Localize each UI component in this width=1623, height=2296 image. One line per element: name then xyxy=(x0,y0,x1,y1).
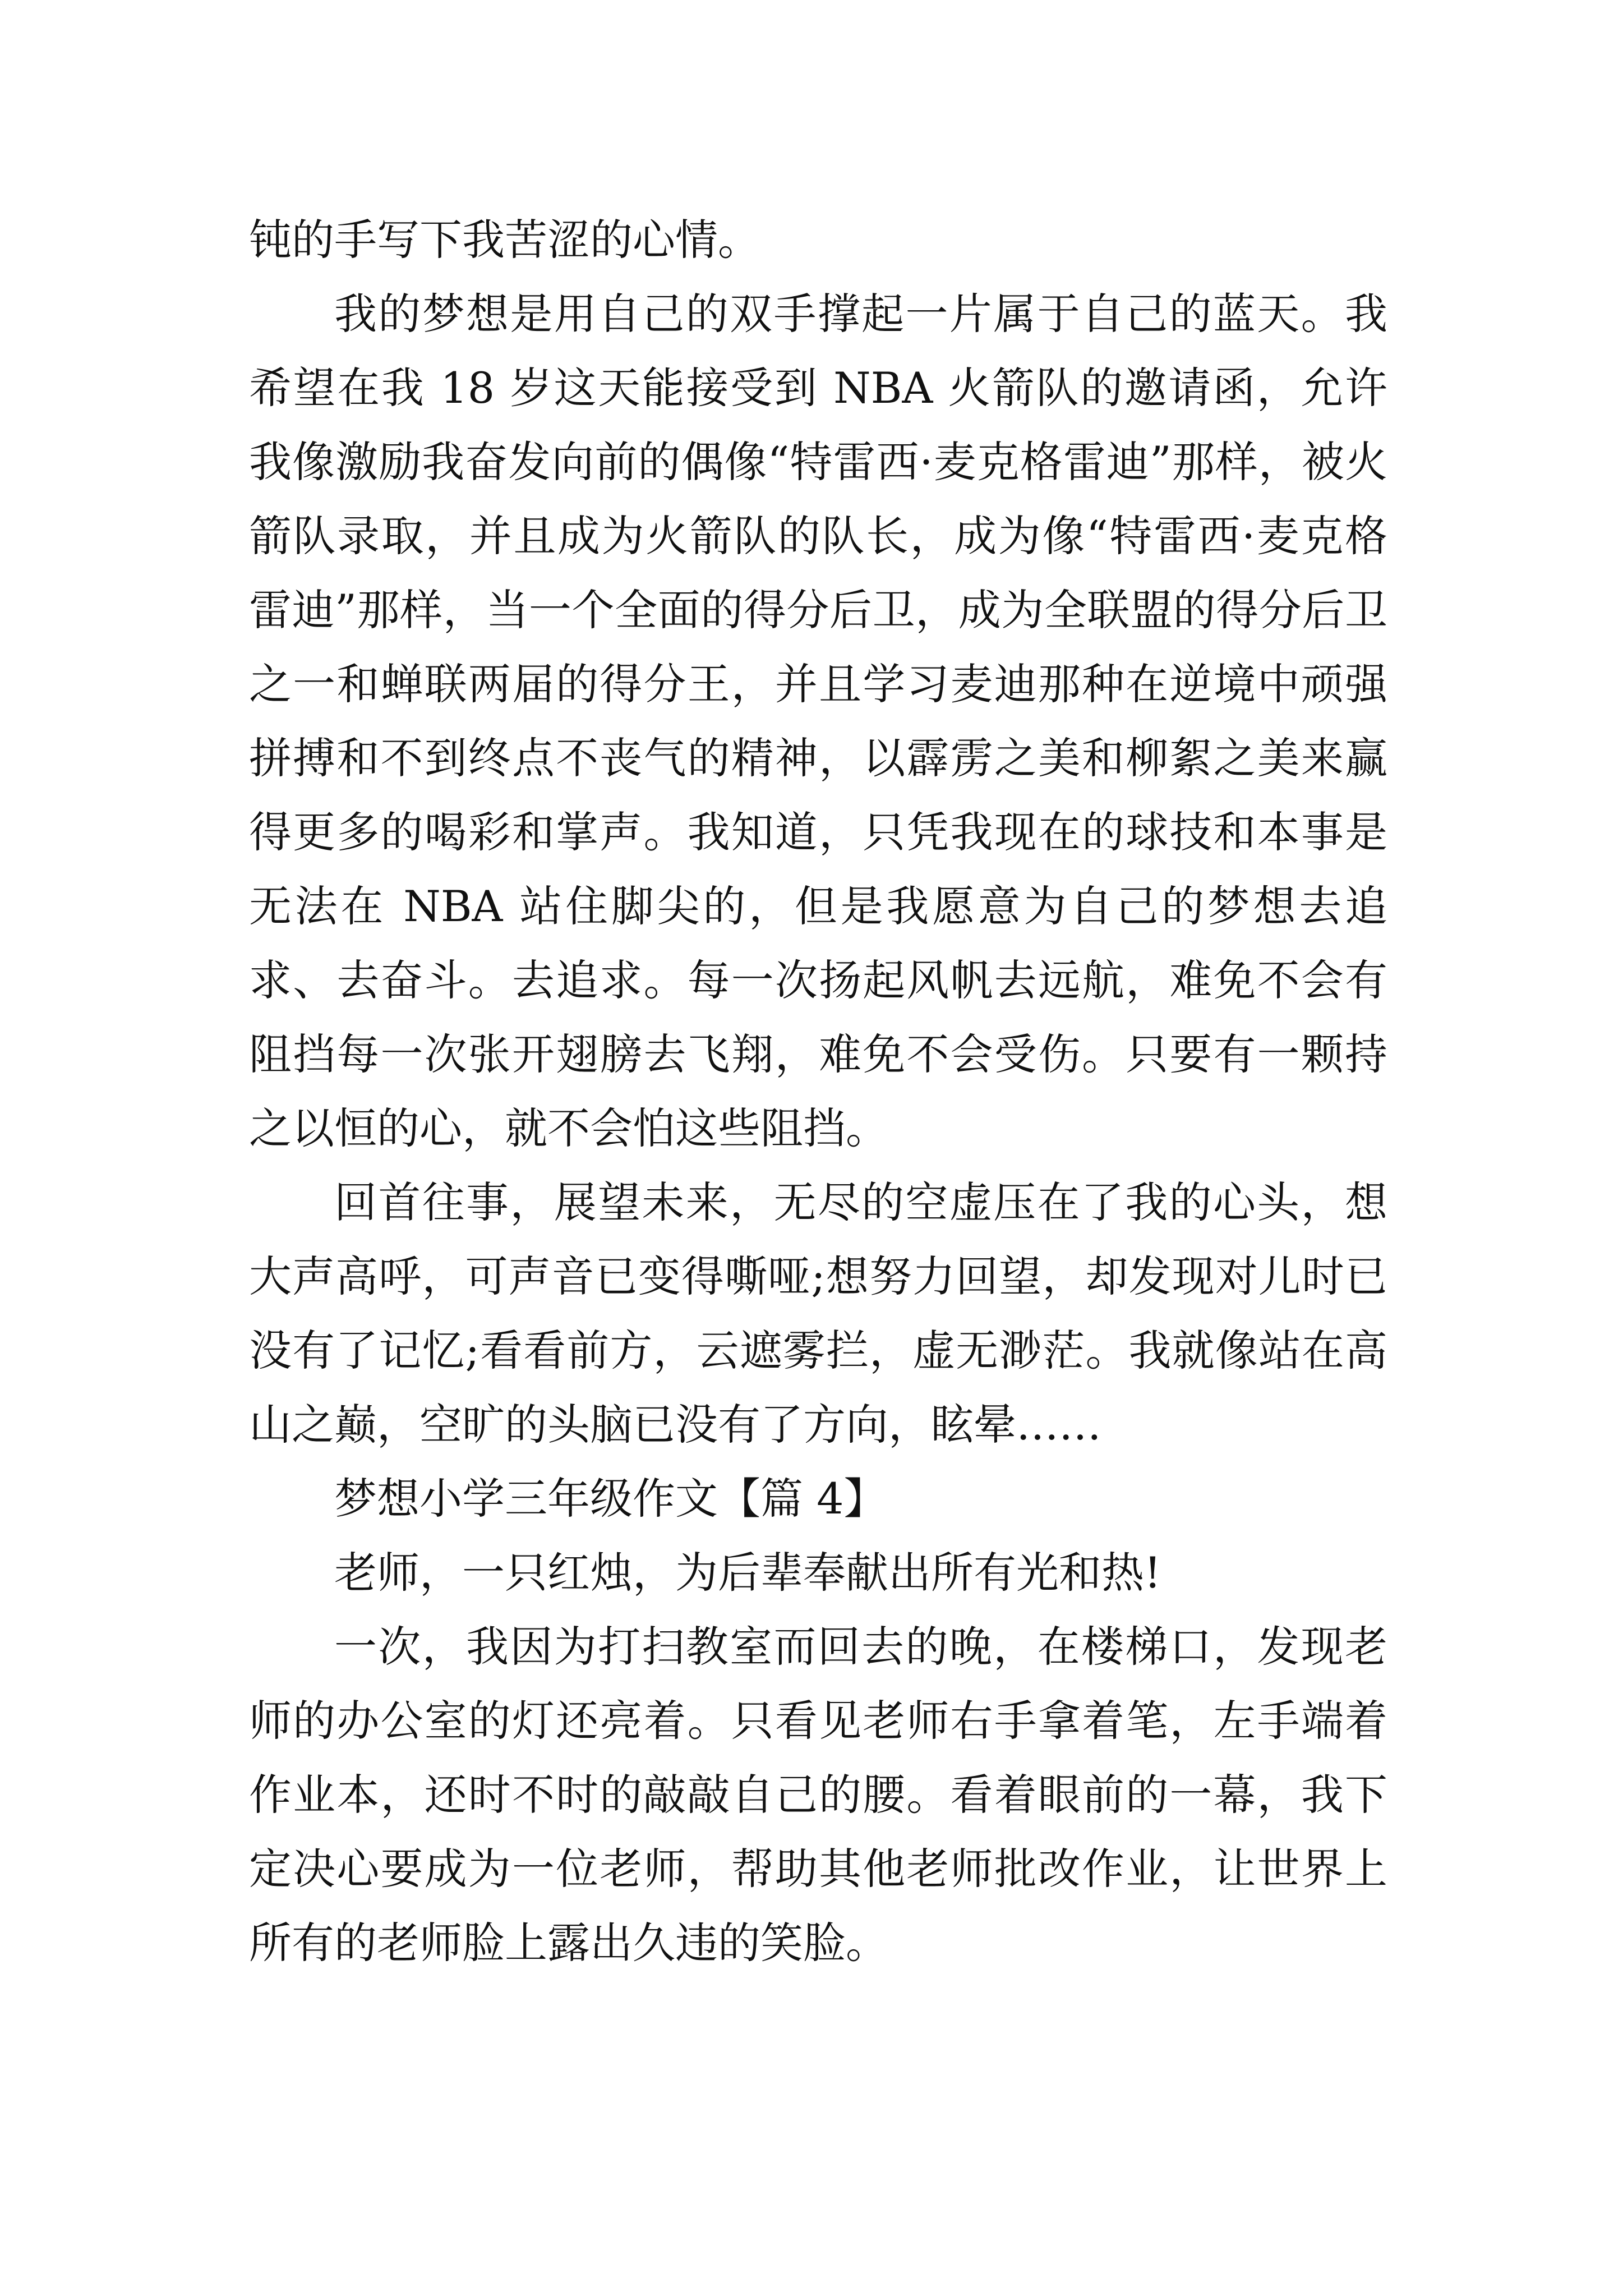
paragraph-looking-back: 回首往事，展望未来，无尽的空虚压在了我的心头，想大声高呼，可声音已变得嘶哑;想努力回望，却发现对儿时已没有了记忆;看看前方，云遮雾拦，虚无渺茫。我就像站在高山之巅，空旷的头脑已没有了方向，眩晕…… xyxy=(249,1177,1387,1450)
essay-body xyxy=(249,203,1387,1980)
paragraph-teacher-office: 一次，我因为打扫教室而回去的晚，在楼梯口，发现老师的办公室的灯还亮着。只看见老师右手拿着笔，左手端着作业本，还时不时的敲敲自己的腰。看着眼前的一幕，我下定决心要成为一位老师，帮助其他老师批改作业，让世界上所有的老师脸上露出久违的笑脸。 xyxy=(249,1622,1387,1968)
section-heading: 梦想小学三年级作文【篇 4】 xyxy=(334,1474,887,1524)
paragraph-dream-nba: 我的梦想是用自己的双手撑起一片属于自己的蓝天。我希望在我 18 岁这天能接受到 NBA 火箭队的邀请函，允许我像激励我奋发向前的偶像“特雷西·麦克格雷迪”那样，被火箭队录取，并且成为火箭队的队长，成为像“特雷西·麦克格雷迪”那样，当一个全面的得分后卫，成为全联盟的得分后卫之一和蝉联两届的得分王，并且学习麦迪那种在逆境中顽强拼搏和不到终点不丧气的精神，以霹雳之美和柳絮之美来赢得更多的喝彩和掌声。我知道，只凭我现在的球技和本事是无法在 NBA 站住脚尖的，但是我愿意为自己的梦想去追求、去奋斗。去追求。每一次扬起风帆去远航，难免不会有阻挡每一次张开翅膀去飞翔，难免不会受伤。只要有一颗持之以恒的心，就不会怕这些阻挡。 xyxy=(249,289,1387,1153)
paragraph-teacher-candle: 老师，一只红烛，为后辈奉献出所有光和热! xyxy=(334,1548,1161,1598)
paragraph-continuation: 钝的手写下我苦涩的心情。 xyxy=(249,215,760,265)
